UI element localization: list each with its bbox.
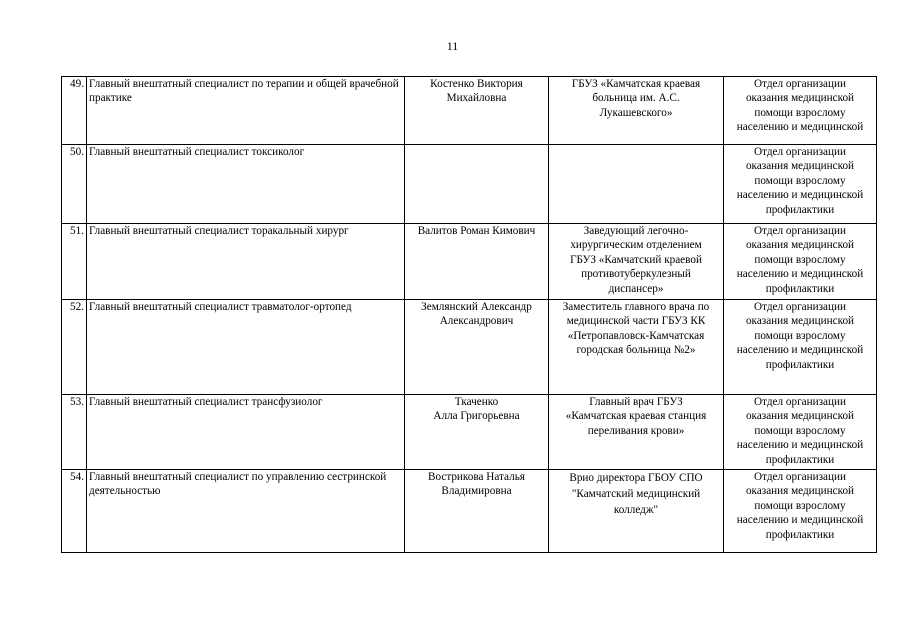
row-number: 54. [62,470,87,553]
table-row [62,470,877,553]
specialists-table [61,76,877,553]
row-number: 50. [62,145,87,224]
workplace-cell: Врио директора ГБОУ СПО "Камчатский медицинский колледж" [569,472,703,516]
table-row [62,224,877,300]
table-row [62,145,877,224]
table-row [62,77,877,145]
name-cell: Валитов Роман Кимович [417,225,536,237]
position-cell: Главный внештатный специалист травматолог-ортопед [87,300,405,395]
workplace-cell: Заместитель главного врача по медицинской части ГБУЗ КК «Петропавловск-Камчатская городская больница №2» [562,301,710,357]
row-number: 53. [62,395,87,470]
workplace-cell: Главный врач ГБУЗ «Камчатская краевая станция переливания крови» [565,396,707,437]
table-row [62,300,877,395]
name-cell: Землянский Александр Александрович [421,301,532,328]
position-cell: Главный внештатный специалист торакальный хирург [87,224,405,300]
department-cell: Отдел организации оказания медицинской помощи взрослому населению и медицинской профилактики [736,396,864,466]
name-cell: Костенко Виктория Михайловна [430,78,523,105]
table-row [62,395,877,470]
row-number: 49. [62,77,87,145]
position-cell: Главный внештатный специалист по управлению сестринской деятельностью [87,470,405,553]
position-cell: Главный внештатный специалист по терапии и общей врачебной практике [87,77,405,145]
position-cell: Главный внештатный специалист трансфузиолог [87,395,405,470]
name-cell: Ткаченко Алла Григорьевна [433,396,520,423]
row-number: 51. [62,224,87,300]
row-number: 52. [62,300,87,395]
page-number: 11 [446,39,459,53]
department-cell: Отдел организации оказания медицинской помощи взрослому населению и медицинской профилактики [736,225,864,295]
department-cell: Отдел организации оказания медицинской помощи взрослому населению и медицинской профилактики [736,301,864,371]
workplace-cell: ГБУЗ «Камчатская краевая больница им. А.С. Лукашевского» [571,78,701,119]
name-cell: Вострикова Наталья Владимировна [428,471,525,498]
position-cell: Главный внештатный специалист токсиколог [87,145,405,224]
department-cell: Отдел организации оказания медицинской помощи взрослому населению и медицинской профилактики [736,146,864,216]
department-cell: Отдел организации оказания медицинской помощи взрослому населению и медицинской [736,78,864,134]
department-cell: Отдел организации оказания медицинской помощи взрослому населению и медицинской профилактики [736,471,864,541]
workplace-cell: Заведующий легочно- хирургическим отделением ГБУЗ «Камчатский краевой противотуберкулезный диспансер» [570,225,702,295]
